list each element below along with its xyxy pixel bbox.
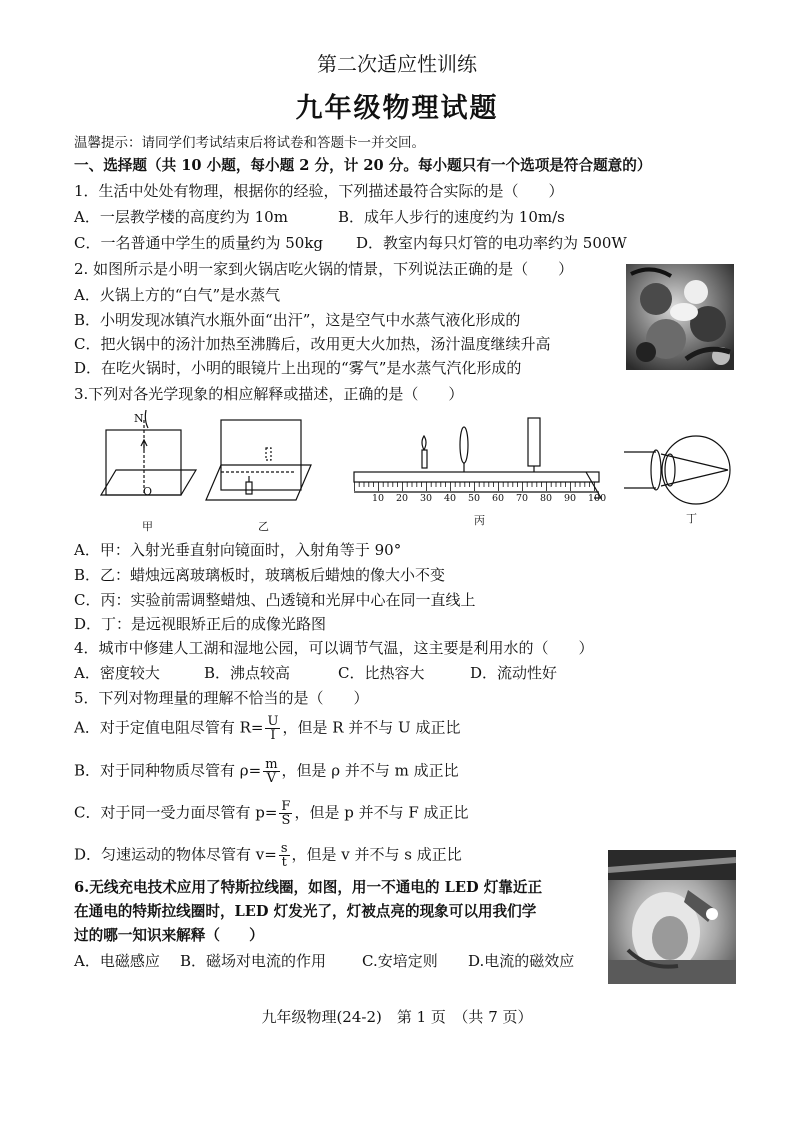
ruler-minor-tick [469,482,470,487]
q5-a-numerator: U [267,714,279,729]
figure-yi [206,420,311,500]
ruler-minor-tick [517,482,518,487]
ruler-minor-tick [421,482,422,487]
ruler-minor-tick [560,482,561,487]
ruler-minor-tick [364,482,365,487]
tesla-coil-photo [608,850,736,984]
ruler-minor-tick [359,482,360,487]
q2-option-b: B．小明发现冰镇汽水瓶外面“出汗”，这是空气中水蒸气液化形成的 [74,311,521,329]
ruler-minor-tick [536,482,537,487]
q4-option-d: D．流动性好 [470,664,558,682]
q1-option-b: B．成年人步行的速度约为 10m/s [338,208,565,226]
ruler-tick-label: 40 [444,493,457,504]
exam-title: 九年级物理试题 [295,93,499,124]
q4-option-b: B．沸点较高 [204,664,291,682]
q4-stem: 4．城市中修建人工湖和湿地公园，可以调节气温，这主要是利用水的（ ） [74,639,594,657]
q5-option-a [74,715,460,742]
figure-ding [624,436,730,504]
q5-a-post: ，但是 R 并不与 U 成正比 [282,718,461,737]
ruler-minor-tick [416,482,417,487]
ruler-major-tick [498,482,499,491]
ruler-minor-tick [460,482,461,487]
q6-line1: 6.无线充电技术应用了特斯拉线圈，如图，用一不通电的 LED 灯靠近正 [74,879,543,896]
q1-stem: 1．生活中处处有物理，根据你的经验，下列描述最符合实际的是（ ） [74,182,564,200]
ruler-major-tick [402,482,403,491]
ruler-minor-tick [373,482,374,487]
q5-stem: 5．下列对物理量的理解不恰当的是（ ） [74,689,369,707]
q5-d-post: ，但是 v 并不与 s 成正比 [291,845,462,864]
q5-b-post: ，但是 ρ 并不与 m 成正比 [281,761,459,780]
ruler-tick-label: 60 [492,493,505,504]
ruler-minor-tick [484,482,485,487]
ruler-minor-tick [392,482,393,487]
ruler-minor-tick [440,482,441,487]
fig-jia-point-label: O [143,485,153,498]
ruler-major-tick [594,482,595,491]
q3-option-b: B．乙：蜡烛远离玻璃板时，玻璃板后蜡烛的像大小不变 [74,566,446,584]
q3-stem: 3.下列对各光学现象的相应解释或描述，正确的是（ ） [74,385,464,403]
figure-bing [354,418,601,498]
ruler-minor-tick [584,482,585,487]
ruler-major-tick [570,482,571,491]
q3-figures [96,410,746,535]
q5-c-pre: C．对于同一受力面尽管有 p= [74,803,278,822]
q6-option-d: D.电流的磁效应 [468,952,575,970]
hotpot-photo [626,264,734,370]
ruler-tick-label: 50 [468,493,481,504]
q5-a-fraction [265,715,280,742]
q6-option-c: C.安培定则 [362,952,438,970]
q5-d-pre: D．匀速运动的物体尽管有 v= [74,845,277,864]
q5-d-fraction [279,842,290,869]
ruler-major-tick [522,482,523,491]
ruler-major-tick [354,482,355,491]
q5-b-pre: B．对于同种物质尽管有 ρ= [74,761,262,780]
ruler-minor-tick [503,482,504,487]
ruler-tick-label: 70 [516,493,529,504]
q5-option-c [74,800,469,827]
figure-jia [101,410,196,495]
q4-option-a: A．密度较大 [74,664,160,682]
exam-subtitle: 第二次适应性训练 [317,52,477,76]
fig-label-bing: 丙 [474,514,485,527]
ruler-minor-tick [575,482,576,487]
ruler-minor-tick [493,482,494,487]
ruler-minor-tick [565,482,566,487]
q6-option-b: B．磁场对电流的作用 [180,952,327,970]
ruler-tick-label: 20 [396,493,409,504]
ruler-minor-tick [589,482,590,487]
section1-heading: 一、选择题（共 10 小题，每小题 2 分，计 20 分。每小题只有一个选项是符合题意的） [74,157,652,174]
ruler-major-tick [474,482,475,491]
q1-option-d: D．教室内每只灯管的电功率约为 500W [356,234,627,252]
page-footer: 九年级物理(24-2) 第 1 页 （共 7 页） [261,1008,533,1026]
q3-option-d: D．丁：是远视眼矫正后的成像光路图 [74,615,327,633]
q5-a-denominator: I [270,728,276,743]
q5-b-fraction [263,758,279,785]
q6-line3: 过的哪一知识来解释（ ） [74,927,264,944]
ruler-major-tick [546,482,547,491]
ruler-minor-tick [479,482,480,487]
q2-stem: 2. 如图所示是小明一家到火锅店吃火锅的情景，下列说法正确的是（ ） [74,260,574,278]
q1-option-a: A．一层教学楼的高度约为 10m [74,208,288,226]
ruler-minor-tick [445,482,446,487]
q3-option-c: C．丙：实验前需调整蜡烛、凸透镜和光屏中心在同一直线上 [74,591,476,609]
q3-option-a: A．甲：入射光垂直射向镜面时，入射角等于 90° [74,541,402,559]
q4-option-c: C．比热容大 [338,664,425,682]
q2-option-c: C．把火锅中的汤汁加热至沸腾后，改用更大火加热，汤汁温度继续升高 [74,335,551,353]
ruler-minor-tick [383,482,384,487]
ruler-minor-tick [436,482,437,487]
fig-label-ding: 丁 [686,512,697,525]
ruler-minor-tick [556,482,557,487]
ruler-major-tick [378,482,379,491]
q2-option-a: A．火锅上方的“白气”是水蒸气 [74,286,281,304]
notice: 温馨提示：请同学们考试结束后将试卷和答题卡一并交回。 [74,135,425,151]
q5-c-numerator: F [281,799,291,814]
q5-c-post: ，但是 p 并不与 F 成正比 [294,803,469,822]
ruler-minor-tick [488,482,489,487]
ruler-minor-tick [388,482,389,487]
q5-option-b [74,758,459,785]
ruler-minor-tick [512,482,513,487]
q5-b-numerator: m [265,757,278,772]
q5-b-denominator: V [266,771,277,786]
ruler-minor-tick [455,482,456,487]
q2-option-d: D．在吃火锅时，小明的眼镜片上出现的“雾气”是水蒸气汽化形成的 [74,359,522,377]
ruler-tick-label: 90 [564,493,577,504]
ruler-minor-tick [580,482,581,487]
q1-option-c: C．一名普通中学生的质量约为 50kg [74,234,324,252]
ruler-tick-label: 80 [540,493,553,504]
q5-option-d [74,842,462,869]
fig-label-jia: 甲 [142,520,153,533]
ruler-minor-tick [464,482,465,487]
ruler-minor-tick [431,482,432,487]
ruler-minor-tick [412,482,413,487]
q6-option-a: A．电磁感应 [74,952,160,970]
fig-label-yi: 乙 [258,520,269,533]
q5-d-denominator: t [281,855,287,870]
ruler-tick-label: 10 [372,493,385,504]
q6-line2: 在通电的特斯拉线圈时，LED 灯发光了，灯被点亮的现象可以用我们学 [74,903,537,920]
q5-c-denominator: S [281,813,291,828]
ruler-minor-tick [527,482,528,487]
ruler-minor-tick [397,482,398,487]
q5-d-numerator: s [280,841,288,856]
fig-jia-normal-label: N [134,412,144,425]
q5-a-pre: A．对于定值电阻尽管有 R= [74,718,264,737]
ruler-minor-tick [541,482,542,487]
ruler-minor-tick [368,482,369,487]
q5-c-fraction [279,800,292,827]
ruler-tick-label: 30 [420,493,433,504]
ruler-major-tick [450,482,451,491]
ruler-major-tick [426,482,427,491]
ruler-minor-tick [551,482,552,487]
ruler-minor-tick [508,482,509,487]
ruler-minor-tick [532,482,533,487]
ruler-minor-tick [407,482,408,487]
ruler-tick-label: 100 [588,493,607,504]
